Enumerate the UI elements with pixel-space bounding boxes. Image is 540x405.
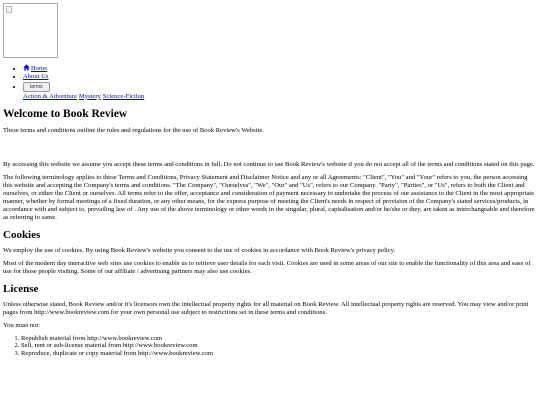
cookies-heading: Cookies (3, 228, 41, 241)
list-item: 1. Republish material from http://www.bookreview.com (21, 335, 537, 343)
home-icon (23, 64, 30, 71)
logo-image (3, 3, 58, 58)
broken-image-icon (6, 6, 12, 13)
cookies-text-2: Most of the modern day interactive web sites use cookies to enable us to retrieve user details for each visit. Cookies are used in some areas of our site to enable the functionality of this area and ease of use for those people visiting. Some of our affiliate / advertising partners may also use cookies. (3, 259, 531, 275)
nav-item-about (23, 73, 537, 81)
home-link-label: Home (31, 65, 48, 72)
list-item: 3. Reproduce, duplicate or copy material from http://www.bookreview.com (21, 350, 537, 358)
terminology-text: The following terminology applies to these Terms and Conditions, Privacy Statement and Disclaimer Notice and any or all Agreements: "Client", "You" and "Your" refers to you, the person accessing this website and accepting the Company's terms and conditions. "The Company", "Ourselves", "We", "Our" and "Us", refers to our Company. "Party", "Parties", or "Us", refers to both the Client and ourselves, or either the Client or ourselves. All terms refer to the offer, acceptance and consideration of payment necessary to undertake the process of our assistance to the Client in the most appropriate manner, whether by formal meetings of a fixed duration, or any other means, for the express purpose of meeting the Client's needs in respect of provision of the Company's stated services/products, in accordance with and subject to, prevailing law of . Any use of the above terminology or other words in the singular, plural, capitalisation and/or he/she or they, are taken as interchangeable and therefore as referring to same. (3, 174, 535, 221)
intro-text: These terms and conditions outline the rules and regulations for the use of Book Review's Website. (3, 126, 264, 134)
terms-button[interactable]: terms (23, 82, 50, 92)
genre-links (23, 93, 537, 101)
about-link[interactable]: About Us (23, 72, 49, 80)
page-title: Welcome to Book Review (3, 107, 128, 120)
home-link[interactable] (23, 65, 47, 72)
main-nav (3, 64, 537, 101)
nav-item-home (23, 64, 537, 73)
genre-link-science-fiction[interactable]: Science-Fiction (102, 92, 145, 100)
cookies-text-1: We employ the use of cookies. By using Book Review's website you consent to the use of cookies in accordance with Book Review's privacy policy. (3, 246, 396, 254)
license-text: Unless otherwise stated, Book Review and/or it's licensors own the intellectual property rights for all material on Book Review. All intellectual property rights are reserved. You may view and/or print pages from http://www.bookreview.com for your own personal use subject to restrictions set in these terms and conditions. (3, 300, 529, 316)
list-item: 2. Sell, rent or sub-license material from http://www.bookreview.com (21, 342, 537, 350)
license-heading: License (3, 282, 39, 295)
restrictions-list (3, 335, 537, 359)
nav-item-terms (23, 81, 537, 101)
accept-text: By accessing this website we assume you accept these terms and conditions in full. Do not continue to use Book Review's website if you do not accept all of the terms and conditions stated on this page. (3, 161, 535, 169)
must-not-text: You must not: (3, 321, 41, 329)
genre-link-action-adventure[interactable]: Action & Adventure (23, 92, 77, 100)
genre-link-mystery[interactable]: Mystery (78, 92, 101, 100)
